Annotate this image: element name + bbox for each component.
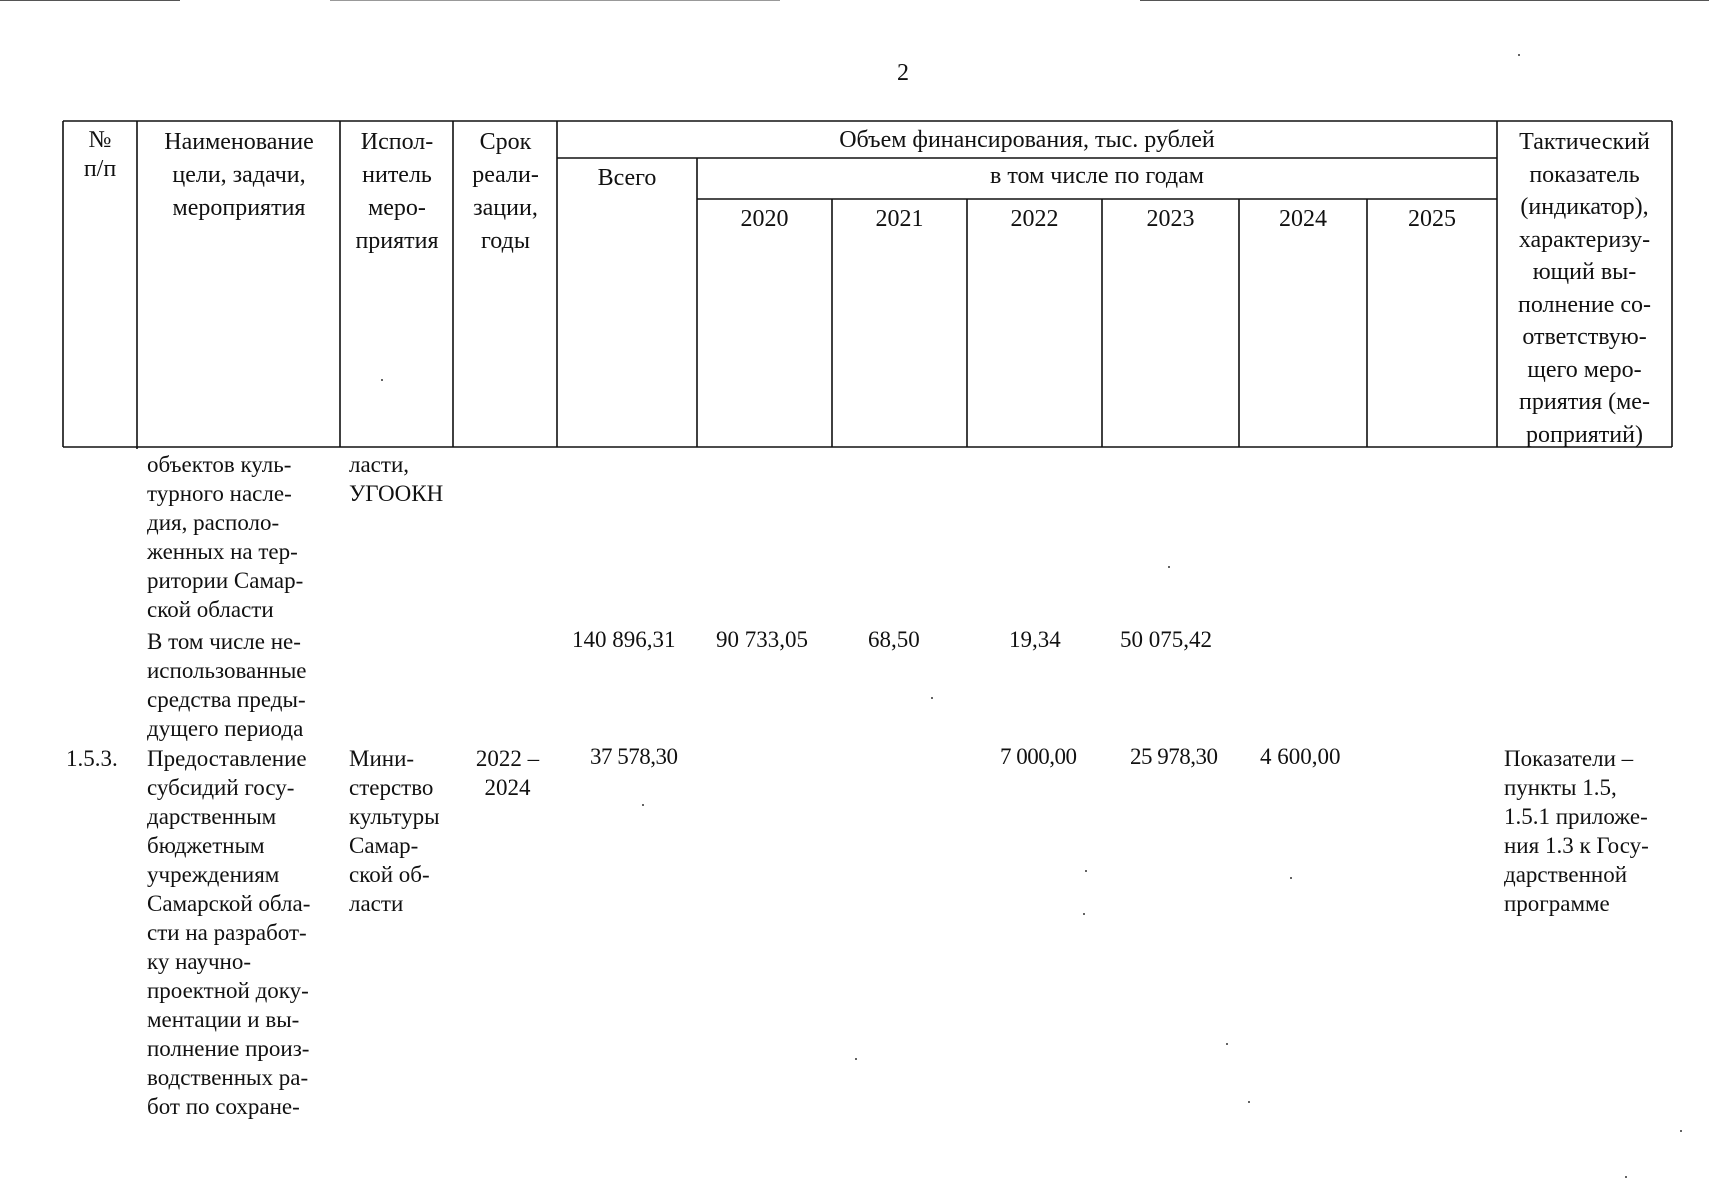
row-2-executor: Мини- стерство культуры Самар- ской об- ласти	[349, 746, 440, 916]
row-2-name: Предоставление субсидий госу- дарственным бюджетным учреждениям Самарской обла- сти на разработ- ку научно- проектной доку- ментации и вы- полнение произ- водственных ра- бот по сохране-	[147, 746, 311, 1119]
header-year-2025: 2025	[1408, 206, 1456, 232]
row-1-value-2022: 19,34	[1009, 627, 1061, 652]
header-year-2024: 2024	[1279, 206, 1327, 232]
row-2-total: 37 578,30	[590, 744, 678, 769]
page-number: 2	[897, 60, 909, 86]
scan-speck	[1226, 1043, 1228, 1045]
row-0-executor: ласти, УГООКН	[349, 452, 444, 506]
row-2-value-2022: 7 000,00	[1000, 744, 1077, 769]
scan-speck	[1168, 566, 1170, 568]
header-year-2022: 2022	[1010, 206, 1059, 232]
header-total: Всего	[597, 165, 657, 191]
scan-speck	[1518, 54, 1520, 56]
row-1-total: 140 896,31	[572, 627, 676, 652]
row-2-value-2023: 25 978,30	[1130, 744, 1218, 769]
row-1-name: В том числе не- использованные средства преды- дущего периода	[147, 629, 307, 741]
row-1-value-2023: 50 075,42	[1120, 627, 1212, 652]
scan-speck	[931, 697, 933, 699]
header-by-years: в том числе по годам	[990, 163, 1204, 189]
header-executor: Испол- нитель меро- приятия	[355, 129, 439, 254]
header-term: Срок реали- зации, годы	[472, 129, 539, 254]
scan-speck	[1290, 877, 1292, 879]
row-2-value-2024: 4 600,00	[1260, 744, 1341, 769]
row-2-num: 1.5.3.	[66, 746, 118, 771]
row-2-indicator: Показатели – пункты 1.5, 1.5.1 приложе- ния 1.3 к Госу- дарственной программе	[1504, 746, 1649, 916]
scan-speck	[642, 804, 644, 806]
scan-speck	[1680, 1130, 1682, 1132]
scan-speck	[855, 1058, 857, 1060]
scan-speck	[1085, 870, 1087, 872]
row-1-value-2020: 90 733,05	[716, 627, 808, 652]
scan-speck	[1083, 913, 1085, 915]
row-2-term: 2022 – 2024	[475, 746, 540, 800]
header-year-2021: 2021	[875, 206, 924, 232]
header-indicator: Тактический показатель (индикатор), характеризу- ющий вы- полнение со- ответствую- щего меро- приятия (ме- роприятий)	[1518, 129, 1651, 448]
scan-speck	[381, 379, 383, 381]
header-funding: Объем финансирования, тыс. рублей	[839, 127, 1215, 153]
header-year-2023: 2023	[1146, 206, 1195, 232]
scan-speck	[1248, 1101, 1250, 1103]
header-name: Наименование цели, задачи, мероприятия	[164, 129, 314, 221]
row-1-value-2021: 68,50	[868, 627, 920, 652]
scan-speck	[1625, 1176, 1627, 1178]
row-0-name: объектов куль- турного насле- дия, располо- женных на тер- ритории Самар- ской области	[147, 452, 304, 622]
header-num: № п/п	[83, 127, 117, 182]
header-year-2020: 2020	[740, 206, 789, 232]
